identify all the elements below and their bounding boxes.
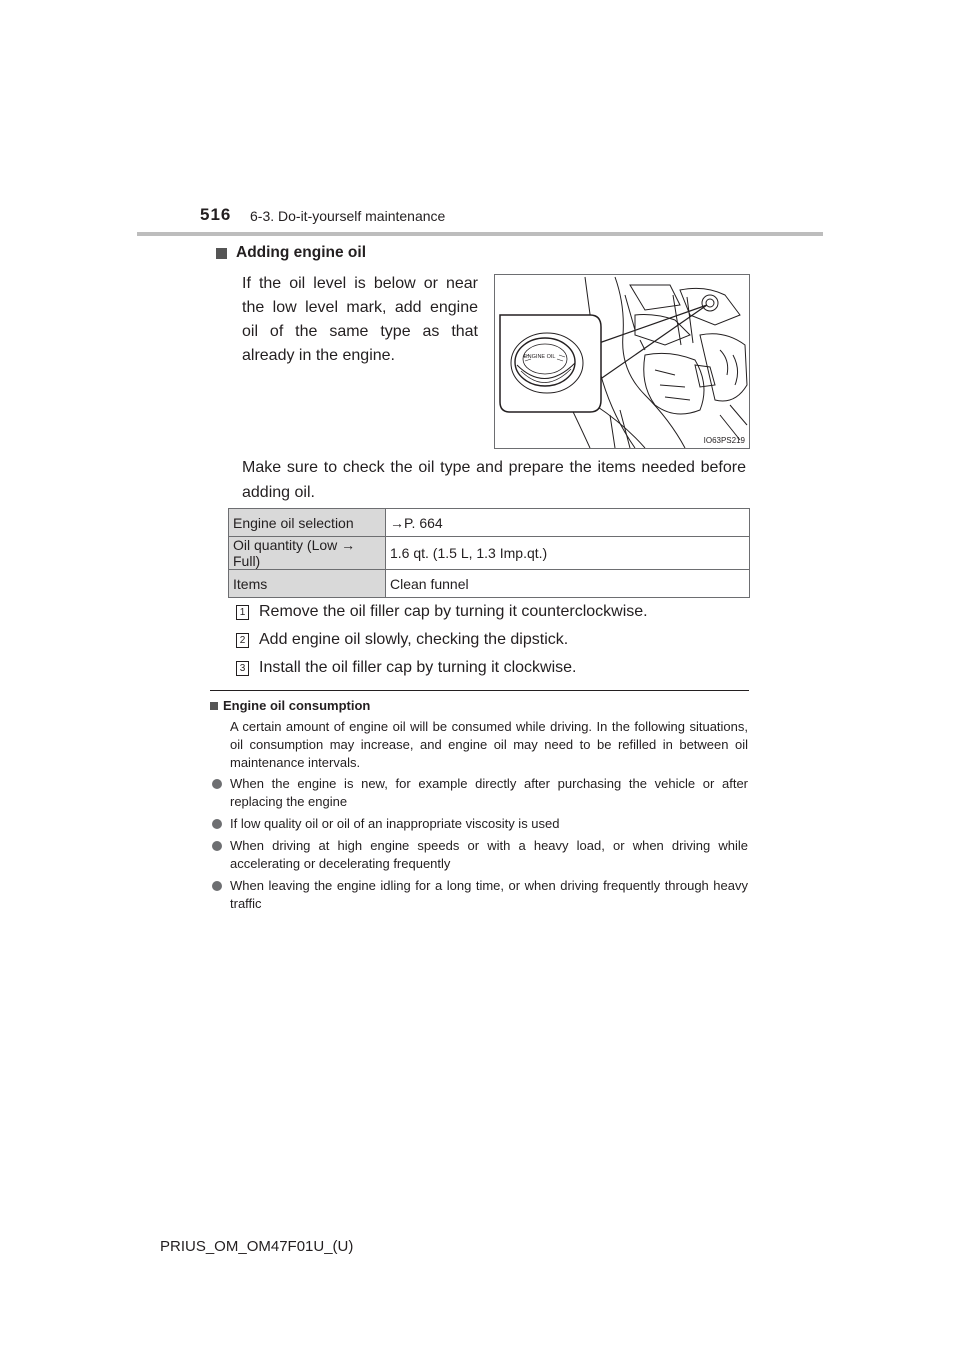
- bullet-text: When the engine is new, for example directly after purchasing the vehicle or after replacing the engine: [230, 776, 748, 809]
- note-heading: [210, 698, 370, 713]
- table-row: [229, 570, 750, 598]
- bullet-dot-icon: [212, 779, 222, 789]
- bullet-text: If low quality oil or oil of an inappropriate viscosity is used: [230, 816, 560, 831]
- table-label-cell: Engine oil selection: [229, 509, 386, 537]
- step-item: [236, 626, 756, 654]
- engine-oil-cap-illustration: [494, 274, 750, 449]
- note-body: A certain amount of engine oil will be consumed while driving. In the following situations, oil consumption may increase, and engine oil may need to be refilled in between oil maintenance intervals.: [230, 719, 748, 770]
- table-label-cell: Oil quantity (Low → Full): [229, 537, 386, 570]
- procedure-steps: [236, 598, 756, 682]
- document-footer: PRIUS_OM_OM47F01U_(U): [160, 1238, 354, 1255]
- table-value-cell: Clean funnel: [386, 570, 750, 598]
- engine-oil-cap-label: ENGINE OIL: [524, 354, 556, 360]
- table-label-cell: Items: [229, 570, 386, 598]
- step-number-badge: 2: [236, 633, 249, 648]
- square-bullet-icon: [216, 248, 227, 259]
- subheading-text: Adding engine oil: [236, 244, 367, 261]
- step-text: Remove the oil filler cap by turning it counterclockwise.: [259, 603, 648, 620]
- section-title: 6-3. Do-it-yourself maintenance: [250, 208, 446, 224]
- list-item: [212, 815, 748, 833]
- step-text: Add engine oil slowly, checking the dipstick.: [259, 631, 569, 648]
- note-bullet-list: [212, 775, 748, 917]
- engine-bay-drawing: [495, 275, 750, 449]
- list-item: [212, 877, 748, 913]
- bullet-dot-icon: [212, 881, 222, 891]
- step-number-badge: 3: [236, 661, 249, 676]
- table-row: [229, 537, 750, 570]
- list-item: [212, 775, 748, 811]
- bullet-text: When driving at high engine speeds or with a heavy load, or when driving while accelerating or decelerating frequently: [230, 838, 748, 871]
- bullet-dot-icon: [212, 841, 222, 851]
- table-value-cell: →P. 664: [386, 509, 750, 537]
- table-value-cell: 1.6 qt. (1.5 L, 1.3 Imp.qt.): [386, 537, 750, 570]
- preparation-paragraph: Make sure to check the oil type and prepare the items needed before adding oil.: [242, 459, 746, 501]
- step-text: Install the oil filler cap by turning it clockwise.: [259, 659, 577, 676]
- square-bullet-icon: [210, 702, 218, 710]
- list-item: [212, 837, 748, 873]
- step-number-badge: 1: [236, 605, 249, 620]
- table-row: [229, 509, 750, 537]
- figure-code: IO63PS219: [703, 436, 745, 445]
- bullet-text: When leaving the engine idling for a long time, or when driving frequently through heavy traffic: [230, 878, 748, 911]
- step-item: [236, 654, 756, 682]
- oil-spec-table: [228, 508, 750, 598]
- step-item: [236, 598, 756, 626]
- header-rule: [137, 232, 823, 236]
- note-divider: [210, 690, 749, 691]
- subheading: [216, 244, 366, 262]
- bullet-dot-icon: [212, 819, 222, 829]
- intro-paragraph: If the oil level is below or near the low level mark, add engine oil of the same type as that already in the engine.: [242, 275, 478, 364]
- page-number: 516: [200, 205, 232, 224]
- note-heading-text: Engine oil consumption: [223, 698, 371, 713]
